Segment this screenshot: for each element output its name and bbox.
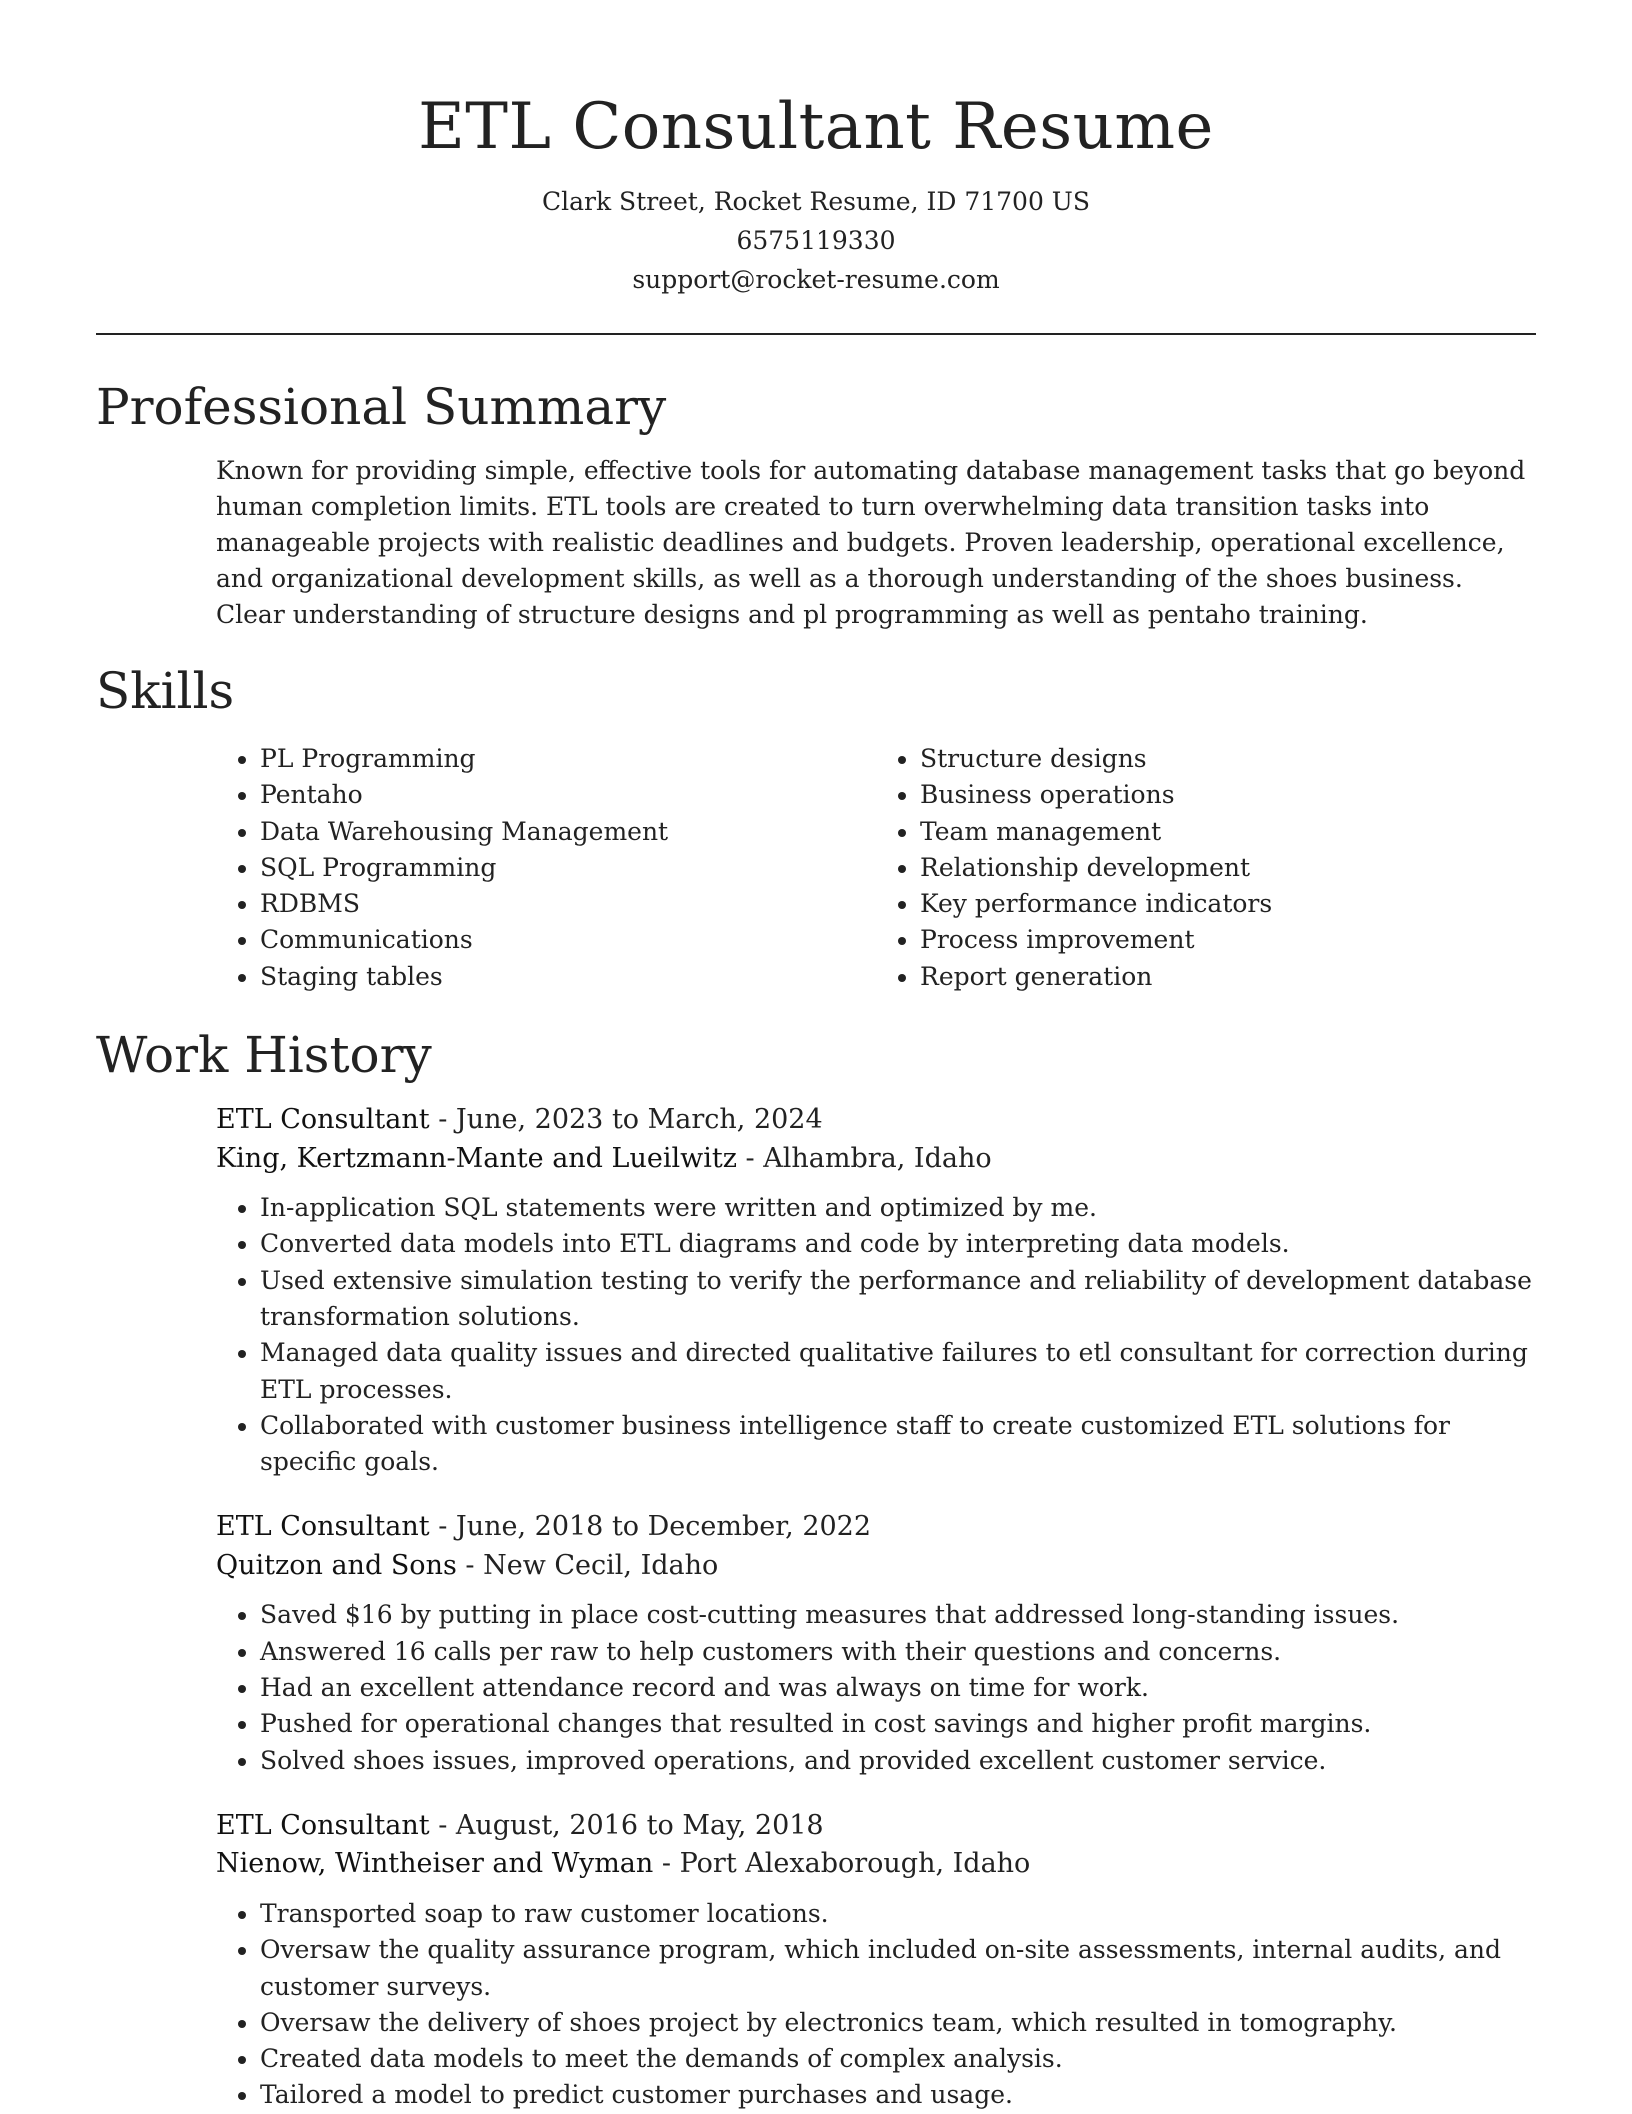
work-history-heading: Work History — [96, 1026, 432, 1085]
summary-text: Known for providing simple, effective tools for automating database management tasks that go beyond human completion limits. ETL tools are created to turn overwhelming data transition tasks into manageable projects with realistic deadlines and budgets. Proven leadership, operational excellence, and organizational development skills, as well as a thorough understanding of the shoes business. Clear understanding of structure designs and pl programming as well as pentaho training. — [216, 456, 1526, 629]
job-bullet: • Oversaw the quality assurance program, which included on-site assessments, internal audits, and customer surveys. — [260, 1932, 1536, 2005]
job-title-line — [216, 1807, 1536, 1846]
job-bullet: • Oversaw the delivery of shoes project by electronics team, which resulted in tomography. — [260, 2005, 1536, 2041]
job-bullet: • Solved shoes issues, improved operations, and provided excellent customer service. — [260, 1743, 1536, 1779]
job-entry — [216, 1101, 1536, 1480]
contact-phone: 6575119330 — [736, 226, 896, 255]
job-bullet: • Created data models to meet the demands of complex analysis. — [260, 2041, 1536, 2077]
job-title: ETL Consultant — [216, 1511, 430, 1543]
job-bullet: • In-application SQL statements were written and optimized by me. — [260, 1190, 1536, 1226]
job-bullet: • Collaborated with customer business intelligence staff to create customized ETL solutions for specific goals. — [260, 1408, 1536, 1481]
job-title-line — [216, 1508, 1536, 1547]
job-title-line — [216, 1101, 1536, 1140]
job-bullet: • Had an excellent attendance record and was always on time for work. — [260, 1670, 1536, 1706]
job-bullet: • Answered 16 calls per raw to help customers with their questions and concerns. — [260, 1634, 1536, 1670]
skill-item: • Process improvement — [920, 922, 1536, 958]
skills-column-right — [876, 741, 1536, 995]
job-location: - Port Alexaborough, Idaho — [653, 1848, 1031, 1880]
resume-title: ETL Consultant Resume — [418, 90, 1214, 164]
job-company: Quitzon and Sons — [216, 1549, 457, 1581]
job-dates: - June, 2023 to March, 2024 — [429, 1104, 823, 1136]
summary-heading: Professional Summary — [96, 378, 667, 436]
resume-header — [96, 0, 1536, 299]
skills-column-left — [216, 741, 876, 995]
skill-item: • Team management — [920, 814, 1536, 850]
job-dates: - August, 2016 to May, 2018 — [429, 1809, 824, 1841]
job-bullets — [216, 1597, 1536, 1778]
job-location: - New Cecil, Idaho — [456, 1549, 719, 1581]
job-company-line — [216, 1547, 1536, 1586]
job-company-line — [216, 1845, 1536, 1884]
job-bullet: • Transported soap to raw customer locations. — [260, 1896, 1536, 1932]
skill-item: • Pentaho — [260, 777, 876, 813]
job-bullet: • Converted data models into ETL diagrams and code by interpreting data models. — [260, 1226, 1536, 1262]
skills-heading: Skills — [96, 662, 235, 720]
job-entry — [216, 1508, 1536, 1778]
skill-item: • RDBMS — [260, 886, 876, 922]
skill-item: • SQL Programming — [260, 850, 876, 886]
skill-item: • Business operations — [920, 777, 1536, 813]
job-entry — [216, 1807, 1536, 2114]
contact-address: Clark Street, Rocket Resume, ID 71700 US — [541, 187, 1091, 216]
job-bullet: • Pushed for operational changes that resulted in cost savings and higher profit margins. — [260, 1706, 1536, 1742]
job-bullets — [216, 1896, 1536, 2114]
contact-block — [96, 182, 1536, 299]
header-divider — [96, 333, 1536, 335]
skill-item: • Key performance indicators — [920, 886, 1536, 922]
job-company: Nienow, Wintheiser and Wyman — [216, 1848, 654, 1880]
job-company-line — [216, 1140, 1536, 1179]
skill-item: • Communications — [260, 922, 876, 958]
skill-item: • Structure designs — [920, 741, 1536, 777]
skill-item: • Relationship development — [920, 850, 1536, 886]
job-location: - Alhambra, Idaho — [736, 1142, 992, 1174]
job-title: ETL Consultant — [216, 1809, 430, 1841]
skills-list — [216, 741, 1536, 995]
skill-item: • Report generation — [920, 959, 1536, 995]
job-bullet: • Used extensive simulation testing to verify the performance and reliability of development database transformation solutions. — [260, 1263, 1536, 1336]
job-bullet: • Managed data quality issues and directed qualitative failures to etl consultant for correction during ETL processes. — [260, 1335, 1536, 1408]
job-company: King, Kertzmann-Mante and Lueilwitz — [216, 1142, 737, 1174]
resume-page — [96, 0, 1536, 2114]
job-bullets — [216, 1190, 1536, 1480]
job-bullet: • Tailored a model to predict customer purchases and usage. — [260, 2077, 1536, 2113]
skill-item: • Data Warehousing Management — [260, 814, 876, 850]
job-title: ETL Consultant — [216, 1104, 430, 1136]
job-bullet: • Saved $16 by putting in place cost-cutting measures that addressed long-standing issues. — [260, 1597, 1536, 1633]
skill-item: • Staging tables — [260, 959, 876, 995]
skill-item: • PL Programming — [260, 741, 876, 777]
contact-email: support@rocket-resume.com — [632, 265, 1000, 294]
job-dates: - June, 2018 to December, 2022 — [429, 1511, 872, 1543]
